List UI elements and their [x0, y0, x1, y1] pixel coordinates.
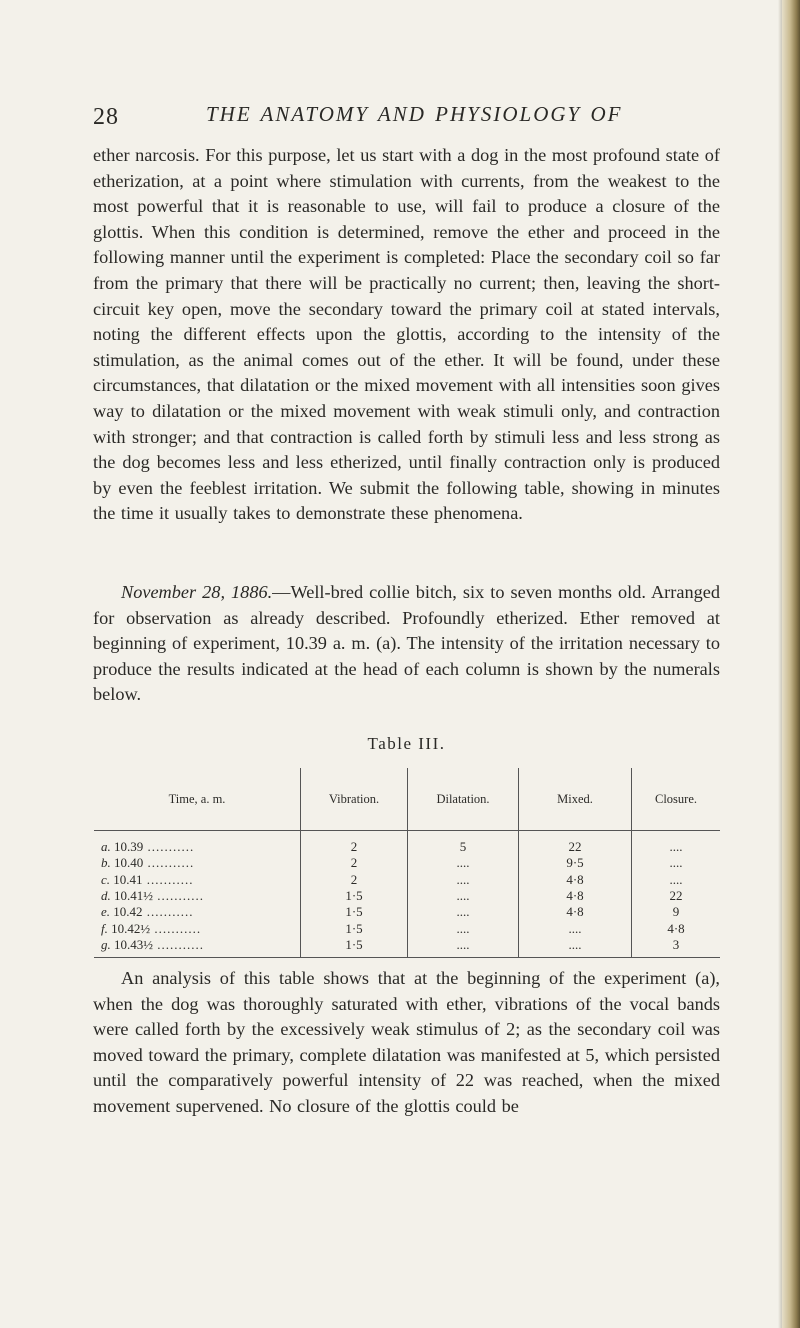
data-table — [94, 768, 720, 958]
dilatation-cell: .... — [408, 872, 519, 888]
time-cell — [94, 831, 301, 856]
row-time: 10.42½ — [111, 920, 151, 936]
paragraph-3 — [93, 966, 720, 1120]
vibration-cell: 2 — [301, 831, 408, 856]
running-head: THE ANATOMY AND PHYSIOLOGY OF — [206, 102, 623, 126]
dilatation-cell: .... — [408, 904, 519, 920]
table-row — [94, 831, 720, 856]
mixed-cell: 4·8 — [519, 888, 632, 904]
leader-dots: ........... — [143, 839, 195, 855]
table-row — [94, 920, 720, 936]
vibration-cell: 2 — [301, 855, 408, 871]
paragraph-3-body: An analysis of this table shows that at the beginning of the experiment (a), when the dog was thoroughly saturated with ether, vibrations of the vocal bands were called forth by the excessively weak stimulus of 2; as the secondary coil was moved toward the primary, complete dilatation was manifested at 5, which persisted until the comparatively powerful intensity of 22 was reached, when the mixed movement supervened. No closure of the glottis could be — [93, 968, 720, 1116]
dilatation-cell: 5 — [408, 831, 519, 856]
table-row — [94, 872, 720, 888]
time-cell — [94, 937, 301, 958]
row-letter: d. — [101, 888, 111, 904]
row-time: 10.41 — [113, 871, 143, 887]
leader-dots: ........... — [150, 920, 202, 936]
header-closure: Closure. — [632, 768, 721, 831]
leader-dots: ........... — [153, 888, 204, 904]
closure-cell: .... — [632, 872, 721, 888]
time-cell — [94, 855, 301, 871]
dilatation-cell: .... — [408, 855, 519, 871]
dilatation-cell: .... — [408, 888, 519, 904]
table-row — [94, 904, 720, 920]
row-time: 10.43½ — [114, 936, 153, 952]
page-number: 28 — [93, 104, 119, 130]
row-letter: c. — [101, 871, 111, 887]
closure-cell: 4·8 — [632, 920, 721, 936]
table-row — [94, 937, 720, 958]
row-letter: f. — [101, 920, 108, 936]
closure-cell: .... — [632, 855, 721, 871]
time-cell — [94, 904, 301, 920]
closure-cell: 3 — [632, 937, 721, 958]
header-mixed: Mixed. — [519, 768, 632, 831]
row-time: 10.39 — [114, 839, 144, 855]
dilatation-cell: .... — [408, 937, 519, 958]
row-letter: b. — [101, 855, 111, 871]
paragraph-2-body: —Well-bred collie bitch, six to seven months old. Arranged for observation as already described. Profoundly etherized. Ether removed at beginning of experiment, 10.39 a. m. (a). The intensity of the irritation necessary to produce the results indicated at the head of each column is shown by the numerals below. — [93, 582, 720, 705]
row-letter: e. — [101, 904, 111, 920]
time-cell — [94, 872, 301, 888]
header-time: Time, a. m. — [94, 768, 301, 831]
closure-cell: .... — [632, 831, 721, 856]
mixed-cell: 4·8 — [519, 904, 632, 920]
leader-dots: ........... — [153, 936, 204, 952]
mixed-cell: .... — [519, 937, 632, 958]
mixed-cell: .... — [519, 920, 632, 936]
table-row — [94, 888, 720, 904]
vibration-cell: 1·5 — [301, 937, 408, 958]
time-cell — [94, 920, 301, 936]
header-vibration: Vibration. — [301, 768, 408, 831]
time-cell — [94, 888, 301, 904]
table-header-row — [94, 768, 720, 831]
leader-dots: ........... — [142, 904, 194, 920]
row-time: 10.42 — [113, 904, 143, 920]
row-letter: g. — [101, 936, 111, 952]
row-letter: a. — [101, 839, 111, 855]
vibration-cell: 1·5 — [301, 920, 408, 936]
row-time: 10.40 — [114, 855, 144, 871]
mixed-cell: 9·5 — [519, 855, 632, 871]
table-body — [94, 831, 720, 958]
vibration-cell: 1·5 — [301, 888, 408, 904]
book-spine-edge — [782, 0, 800, 1328]
vibration-cell: 1·5 — [301, 904, 408, 920]
paragraph-2 — [93, 580, 720, 708]
dilatation-cell: .... — [408, 920, 519, 936]
row-time: 10.41½ — [114, 888, 153, 904]
leader-dots: ........... — [142, 871, 194, 887]
table-title: Table III. — [367, 734, 446, 753]
closure-cell: 22 — [632, 888, 721, 904]
mixed-cell: 22 — [519, 831, 632, 856]
closure-cell: 9 — [632, 904, 721, 920]
paragraph-2-date: November 28, 1886. — [121, 582, 273, 602]
mixed-cell: 4·8 — [519, 872, 632, 888]
vibration-cell: 2 — [301, 872, 408, 888]
leader-dots: ........... — [143, 855, 195, 871]
paragraph-1: ether narcosis. For this purpose, let us start with a dog in the most profound state of etherization, at a point where stimulation with currents, from the weakest to the most powerful that it is reasonable to use, will fail to produce a closure of the glottis. When this condition is determined, remove the ether and proceed in the following manner until the experiment is completed: Place the secondary coil so far from the primary that there will be practically no current; then, leaving the short-circuit key open, move the secondary toward the primary coil at stated intervals, noting the different effects upon the glottis, according to the intensity of the stimulation, as the animal comes out of the ether. It will be found, under these circumstances, that dilatation or the mixed movement with all intensities soon gives way to dilatation or the mixed movement with weak stimuli only, and contraction with stronger; and that contraction is called forth by stimuli less and less strong as the dog becomes less and less etherized, until finally contraction only is produced by even the feeblest irritation. We submit the following table, showing in minutes the time it usually takes to demonstrate these phenomena. — [93, 145, 720, 524]
table-row — [94, 855, 720, 871]
header-dilatation: Dilatation. — [408, 768, 519, 831]
